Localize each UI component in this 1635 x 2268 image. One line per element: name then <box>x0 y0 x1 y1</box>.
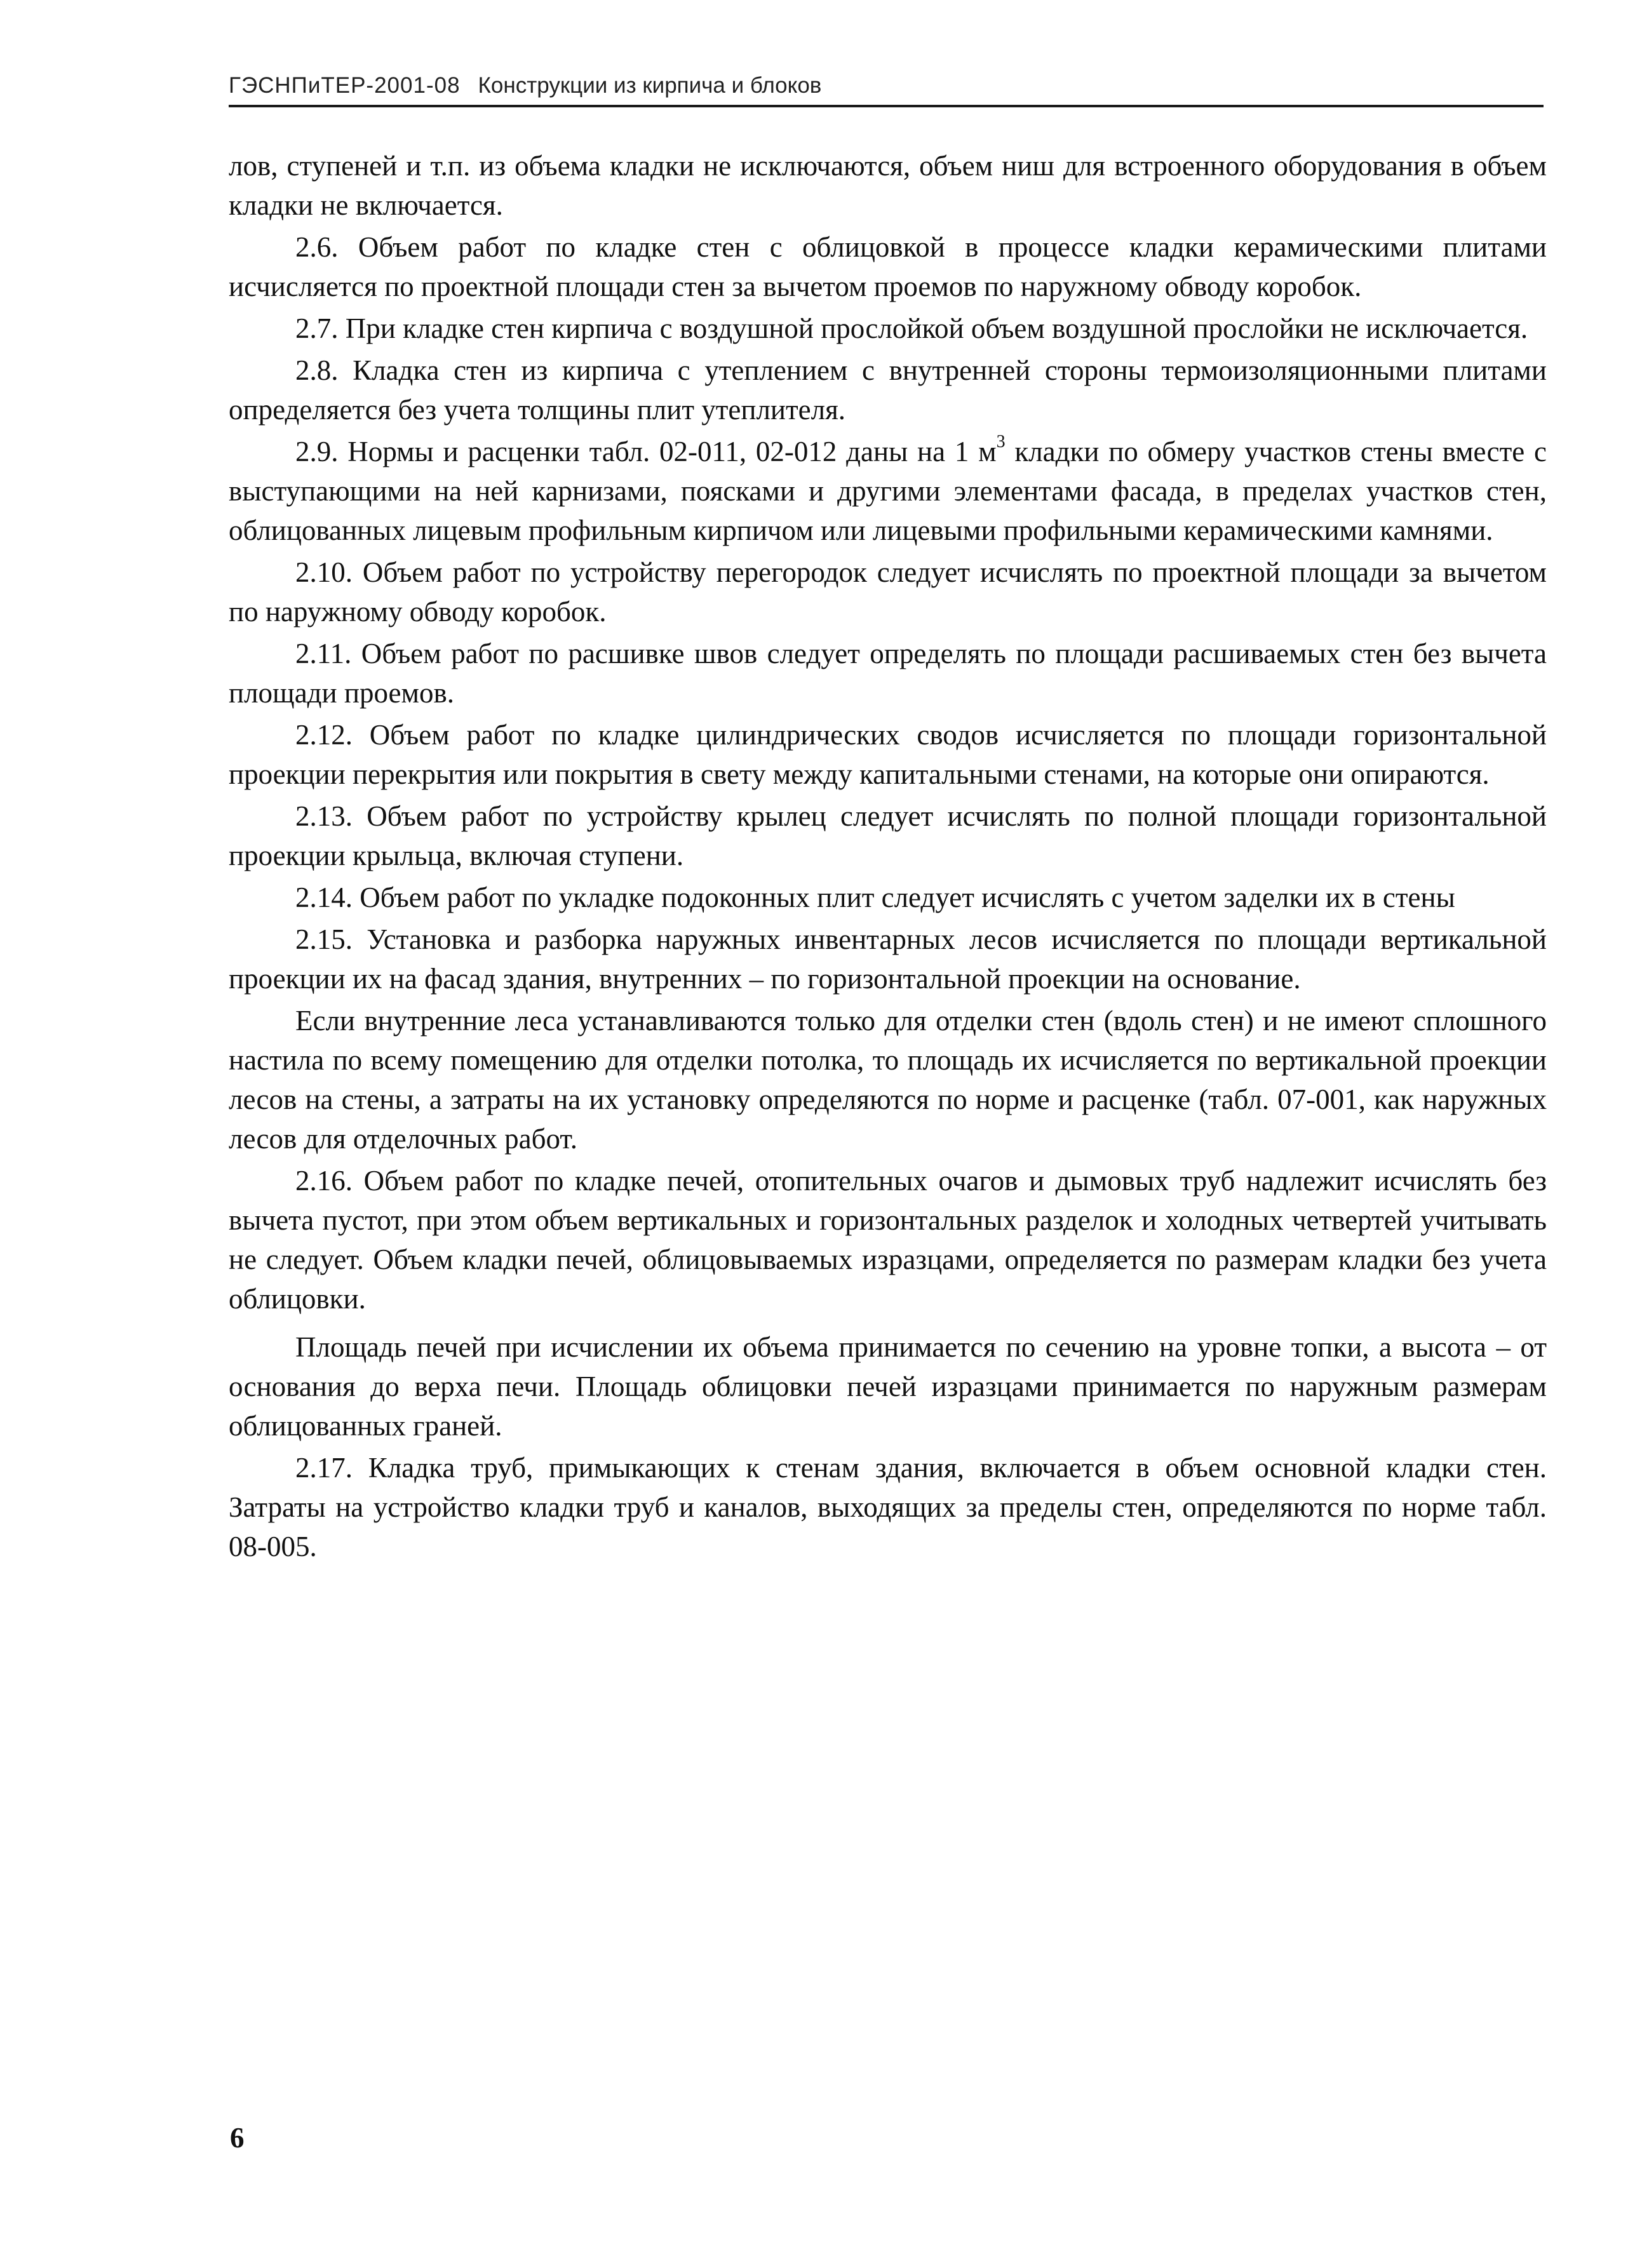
paragraph-2-9-end: кладки по обмеру участков стены вместе с выступающими на ней карнизами, поясками и другими элементами фасада, в пределах участков стен, облицованных лицевым профильным кирпичом или лицевыми профильными керамическими камнями. <box>229 436 1547 546</box>
document-code: ГЭСНПиТЕР-2001-08 <box>229 73 461 98</box>
paragraph-2-11: 2.11. Объем работ по расшивке швов следует определять по площади расшиваемых стен без вычета площади проемов. <box>229 638 1547 709</box>
page-number: 6 <box>230 2122 245 2154</box>
paragraph-2-9 <box>229 432 1547 550</box>
paragraph-2-10: 2.10. Объем работ по устройству перегородок следует исчислять по проектной площади за вычетом по наружному обводу коробок. <box>229 556 1547 627</box>
paragraph-2-7: 2.7. При кладке стен кирпича с воздушной прослойкой объем воздушной прослойки не исключается. <box>295 312 1528 344</box>
section-title: Конструкции из кирпича и блоков <box>478 73 822 98</box>
paragraph-2-14: 2.14. Объем работ по укладке подоконных плит следует исчислять с учетом заделки их в стены <box>295 882 1455 913</box>
paragraph-2-13: 2.13. Объем работ по устройству крылец следует исчислять по полной площади горизонтальной проекции крыльца, включая ступени. <box>229 800 1547 871</box>
cubic-superscript: 3 <box>996 432 1006 452</box>
page-header <box>229 67 1544 107</box>
document-body <box>229 146 1547 1569</box>
paragraph-continuation: лов, ступеней и т.п. из объема кладки не исключаются, объем ниш для встроенного оборудования в объем кладки не включается. <box>229 150 1547 221</box>
paragraph-2-9-start: 2.9. Нормы и расценки табл. 02-011, 02-012 даны на 1 м <box>295 436 997 467</box>
paragraph-2-15: 2.15. Установка и разборка наружных инвентарных лесов исчисляется по площади вертикальной проекции их на фасад здания, внутренних – по горизонтальной проекции на основание. <box>229 923 1547 995</box>
paragraph-2-15-scaffolding: Если внутренние леса устанавливаются только для отделки стен (вдоль стен) и не имеют сплошного настила по всему помещению для отделки потолка, то площадь их исчисляется по вертикальной проекции лесов на стены, а затраты на их установку определяются по норме и расценке (табл. 07-001, как наружных лесов для отделочных работ. <box>229 1005 1547 1155</box>
paragraph-2-8: 2.8. Кладка стен из кирпича с утеплением с внутренней стороны термоизоляционными плитами определяется без учета толщины плит утеплителя. <box>229 354 1547 426</box>
paragraph-2-17: 2.17. Кладка труб, примыкающих к стенам здания, включается в объем основной кладки стен. Затраты на устройство кладки труб и каналов, выходящих за пределы стен, определяются по норме табл. 08-005. <box>229 1452 1547 1562</box>
paragraph-2-16: 2.16. Объем работ по кладке печей, отопительных очагов и дымовых труб надлежит исчислять без вычета пустот, при этом объем вертикальных и горизонтальных разделок и холодных четвертей учитывать не следует. Объем кладки печей, облицовываемых изразцами, определяется по размерам кладки без учета облицовки. <box>229 1165 1547 1315</box>
paragraph-2-6: 2.6. Объем работ по кладке стен с облицовкой в процессе кладки керамическими плитами исчисляется по проектной площади стен за вычетом проемов по наружному обводу коробок. <box>229 231 1547 302</box>
paragraph-2-12: 2.12. Объем работ по кладке цилиндрических сводов исчисляется по площади горизонтальной проекции перекрытия или покрытия в свету между капитальными стенами, на которые они опираются. <box>229 719 1547 790</box>
paragraph-2-16-area: Площадь печей при исчислении их объема принимается по сечению на уровне топки, а высота – от основания до верха печи. Площадь облицовки печей изразцами принимается по наружным размерам облицованных граней. <box>229 1331 1547 1442</box>
